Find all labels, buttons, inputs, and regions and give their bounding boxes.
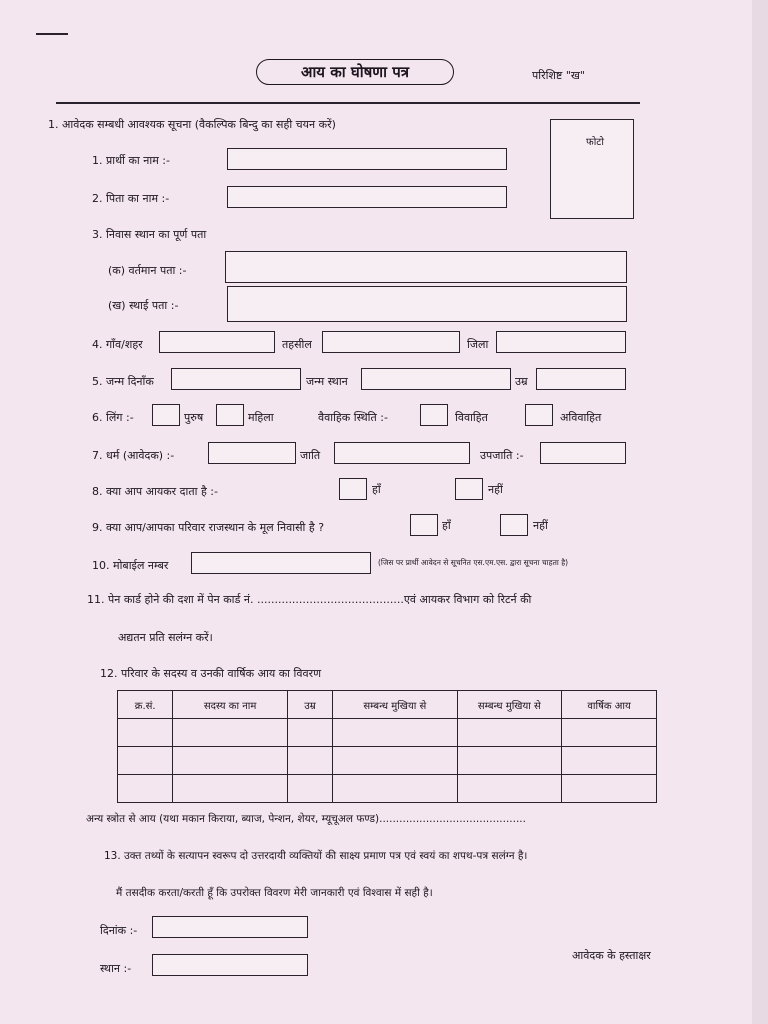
permanent-address-label: (ख) स्थाई पता :- bbox=[108, 299, 179, 312]
table-cell[interactable] bbox=[287, 747, 332, 775]
applicant-name-field[interactable] bbox=[227, 148, 507, 170]
page-edge bbox=[752, 0, 768, 1024]
subcaste-field[interactable] bbox=[540, 442, 626, 464]
resident-yes-checkbox[interactable] bbox=[410, 514, 438, 536]
photo-label: फोटो bbox=[586, 137, 604, 148]
table-cell[interactable] bbox=[457, 775, 562, 803]
birthplace-label: जन्म स्थान bbox=[306, 375, 348, 388]
table-cell[interactable] bbox=[173, 775, 287, 803]
married-checkbox[interactable] bbox=[420, 404, 448, 426]
table-cell[interactable] bbox=[118, 747, 173, 775]
table-cell[interactable] bbox=[562, 719, 657, 747]
caste-label: जाति bbox=[300, 449, 321, 462]
permanent-address-field[interactable] bbox=[227, 286, 627, 322]
table-cell[interactable] bbox=[562, 747, 657, 775]
father-name-field[interactable] bbox=[227, 186, 507, 208]
table-cell[interactable] bbox=[457, 747, 562, 775]
mobile-note: (जिस पर प्रार्थी आवेदन से सूचनित एस.एम.एस. द्वारा सूचना चाहता है) bbox=[378, 558, 569, 567]
table-row bbox=[118, 719, 657, 747]
pan-label-cont: अद्यतन प्रति सलंग्न करें। bbox=[118, 631, 213, 644]
date-label: दिनांक :- bbox=[100, 924, 138, 937]
date-field[interactable] bbox=[152, 916, 308, 938]
tehsil-field[interactable] bbox=[322, 331, 460, 353]
mobile-label: 10. मोबाईल नम्बर bbox=[92, 559, 169, 572]
birthplace-field[interactable] bbox=[361, 368, 511, 390]
table-cell[interactable] bbox=[173, 719, 287, 747]
section12-heading: 12. परिवार के सदस्य व उनकी वार्षिक आय का विवरण bbox=[100, 667, 322, 680]
resident-label: 9. क्या आप/आपका परिवार राजस्थान के मूल निवासी है ? bbox=[92, 521, 325, 534]
address-label: 3. निवास स्थान का पूर्ण पता bbox=[92, 228, 207, 241]
column-header: क्र.सं. bbox=[118, 691, 173, 719]
appendix-label: परिशिष्ट "ख" bbox=[532, 69, 585, 82]
table-cell[interactable] bbox=[333, 747, 457, 775]
dob-label: 5. जन्म दिनाँक bbox=[92, 375, 154, 388]
taxpayer-yes-label: हाँ bbox=[372, 483, 381, 496]
gender-label: 6. लिंग :- bbox=[92, 411, 134, 424]
unmarried-label: अविवाहित bbox=[560, 411, 602, 424]
current-address-label: (क) वर्तमान पता :- bbox=[108, 264, 187, 277]
table-cell[interactable] bbox=[287, 719, 332, 747]
district-field[interactable] bbox=[496, 331, 626, 353]
table-cell[interactable] bbox=[562, 775, 657, 803]
age-field[interactable] bbox=[536, 368, 626, 390]
mobile-field[interactable] bbox=[191, 552, 371, 574]
unmarried-checkbox[interactable] bbox=[525, 404, 553, 426]
header-rule bbox=[56, 102, 640, 104]
religion-field[interactable] bbox=[208, 442, 296, 464]
female-label: महिला bbox=[248, 411, 274, 424]
table-row bbox=[118, 747, 657, 775]
signature-label: आवेदक के हस्ताक्षर bbox=[572, 949, 651, 962]
corner-mark bbox=[36, 33, 68, 35]
father-name-label: 2. पिता का नाम :- bbox=[92, 192, 170, 205]
table-cell[interactable] bbox=[118, 719, 173, 747]
column-header: वार्षिक आय bbox=[562, 691, 657, 719]
resident-no-checkbox[interactable] bbox=[500, 514, 528, 536]
column-header: सम्बन्ध मुखिया से bbox=[333, 691, 457, 719]
other-income-line: अन्य स्त्रोत से आय (यथा मकान किराया, ब्याज, पेन्शन, शेयर, म्यूचूअल फण्ड)............................................ bbox=[86, 813, 526, 825]
taxpayer-no-label: नहीं bbox=[488, 483, 503, 496]
resident-yes-label: हाँ bbox=[442, 519, 451, 532]
village-label: 4. गाँव/शहर bbox=[92, 338, 143, 351]
table-cell[interactable] bbox=[333, 775, 457, 803]
religion-label: 7. धर्म (आवेदक) :- bbox=[92, 449, 175, 462]
table-cell[interactable] bbox=[333, 719, 457, 747]
age-label: उम्र bbox=[515, 375, 528, 388]
table-cell[interactable] bbox=[173, 747, 287, 775]
resident-no-label: नहीं bbox=[533, 519, 548, 532]
taxpayer-no-checkbox[interactable] bbox=[455, 478, 483, 500]
district-label: जिला bbox=[467, 338, 489, 351]
family-income-table bbox=[117, 690, 657, 803]
table-cell[interactable] bbox=[457, 719, 562, 747]
section13-text: 13. उक्त तथ्यों के सत्यापन स्वरूप दो उत्तरदायी व्यक्तियों की साक्ष्य प्रमाण पत्र एवं स्वयं का शपथ-पत्र सलंग्न है। bbox=[104, 850, 528, 862]
table-cell[interactable] bbox=[118, 775, 173, 803]
taxpayer-label: 8. क्या आप आयकर दाता है :- bbox=[92, 485, 218, 498]
table-header-row bbox=[118, 691, 657, 719]
declaration-text: मैं तसदीक करता/करती हूँ कि उपरोक्त विवरण मेरी जानकारी एवं विश्वास में सही है। bbox=[116, 887, 433, 899]
section1-heading: 1. आवेदक सम्बधी आवश्यक सूचना (वैकल्पिक बिन्दु का सही चयन करें) bbox=[48, 118, 336, 131]
pan-label: 11. पेन कार्ड होने की दशा में पेन कार्ड नं. ..........................................एवं आयकर विभाग को रिटर्न की bbox=[87, 593, 532, 606]
current-address-field[interactable] bbox=[225, 251, 627, 283]
place-label: स्थान :- bbox=[100, 962, 132, 975]
table-cell[interactable] bbox=[287, 775, 332, 803]
dob-field[interactable] bbox=[171, 368, 301, 390]
place-field[interactable] bbox=[152, 954, 308, 976]
column-header: सम्बन्ध मुखिया से bbox=[457, 691, 562, 719]
applicant-name-label: 1. प्रार्थी का नाम :- bbox=[92, 154, 170, 167]
marital-label: वैवाहिक स्थिति :- bbox=[318, 411, 388, 424]
married-label: विवाहित bbox=[455, 411, 488, 424]
village-field[interactable] bbox=[159, 331, 275, 353]
subcaste-label: उपजाति :- bbox=[480, 449, 524, 462]
column-header: उम्र bbox=[287, 691, 332, 719]
table-row bbox=[118, 775, 657, 803]
column-header: सदस्य का नाम bbox=[173, 691, 287, 719]
female-checkbox[interactable] bbox=[216, 404, 244, 426]
caste-field[interactable] bbox=[334, 442, 470, 464]
male-checkbox[interactable] bbox=[152, 404, 180, 426]
male-label: पुरुष bbox=[184, 411, 204, 424]
tehsil-label: तहसील bbox=[282, 338, 312, 351]
taxpayer-yes-checkbox[interactable] bbox=[339, 478, 367, 500]
form-title: आय का घोषणा पत्र bbox=[256, 59, 454, 85]
